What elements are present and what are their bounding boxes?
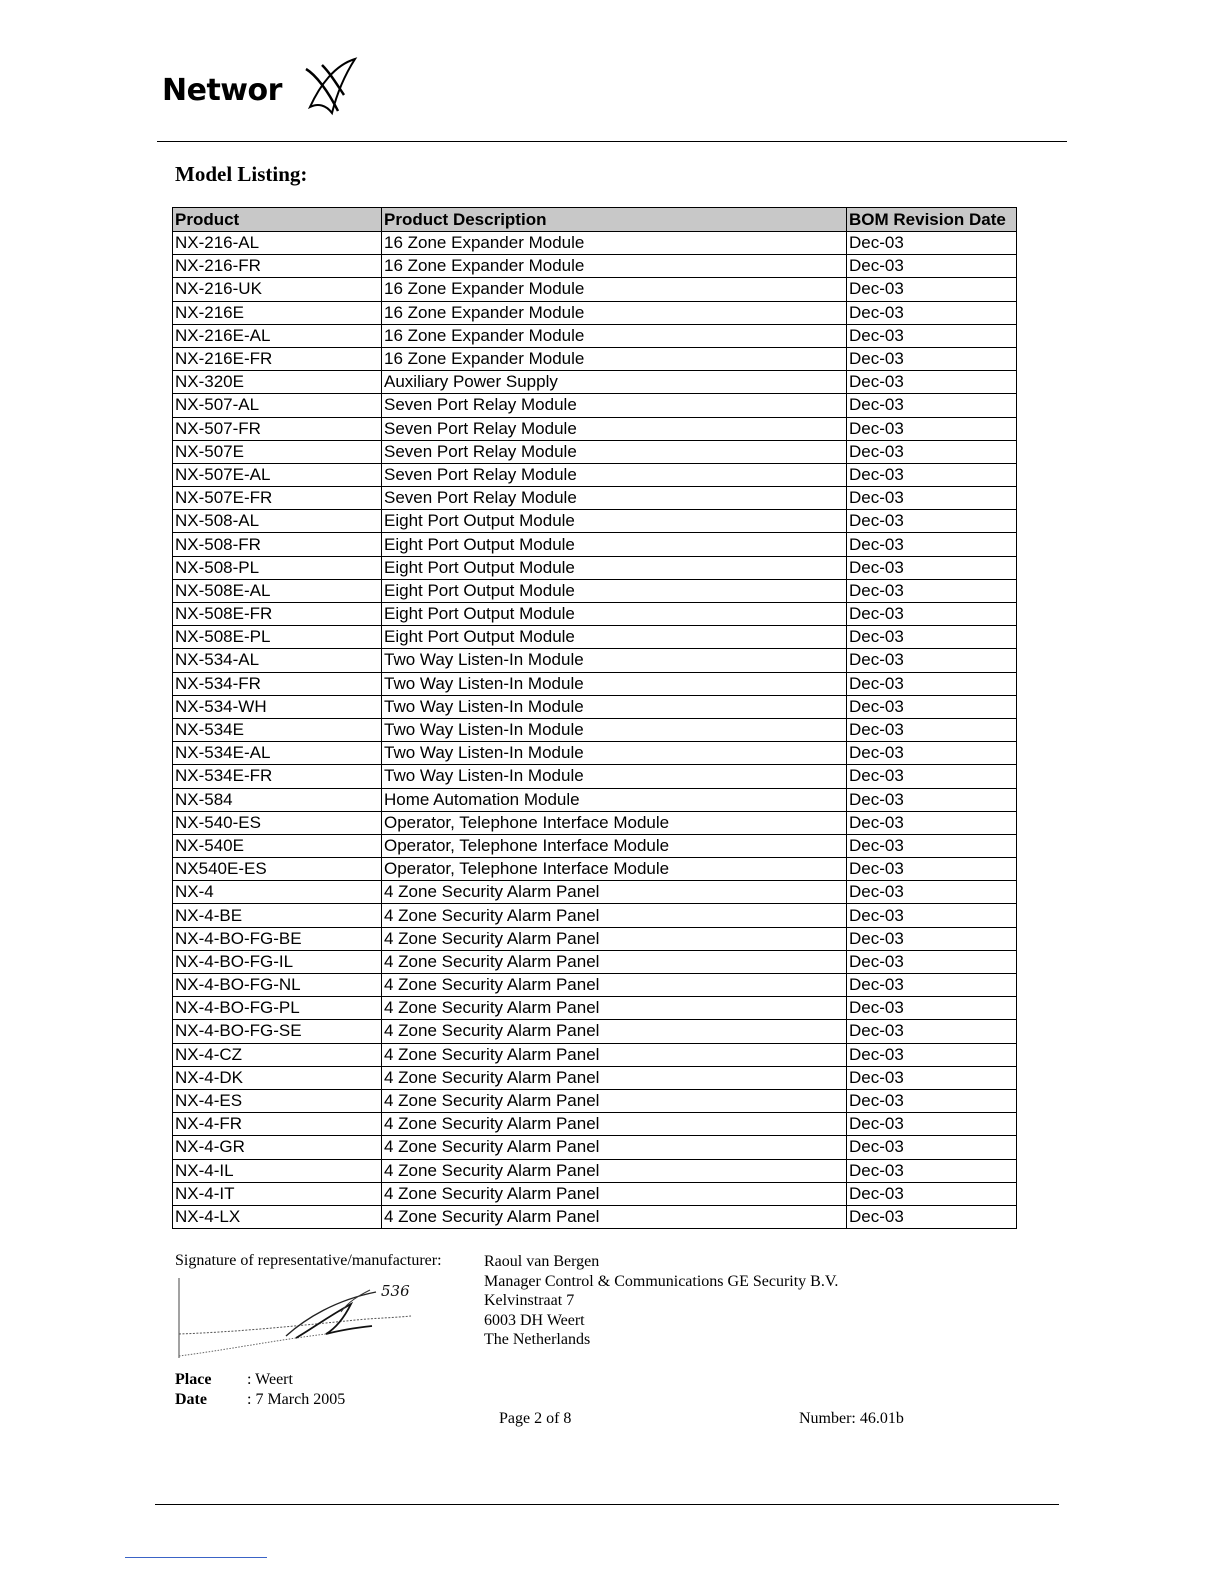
cell-bom-date: Dec-03 [847, 487, 1017, 510]
table-row [173, 718, 1017, 741]
column-header-description: Product Description [382, 208, 847, 232]
table-row [173, 371, 1017, 394]
cell-bom-date: Dec-03 [847, 533, 1017, 556]
table-row [173, 904, 1017, 927]
cell-product: NX-508-PL [173, 556, 382, 579]
cell-description: 4 Zone Security Alarm Panel [382, 1020, 847, 1043]
cell-product: NX-540E [173, 834, 382, 857]
table-row [173, 603, 1017, 626]
cell-product: NX-508E-PL [173, 626, 382, 649]
cell-product: NX-4-BO-FG-SE [173, 1020, 382, 1043]
svg-text:Networ: Networ [162, 73, 282, 108]
cell-bom-date: Dec-03 [847, 463, 1017, 486]
cell-bom-date: Dec-03 [847, 834, 1017, 857]
table-row [173, 324, 1017, 347]
table-row [173, 881, 1017, 904]
table-row [173, 1066, 1017, 1089]
cell-description: 4 Zone Security Alarm Panel [382, 1066, 847, 1089]
place-date-block [175, 1370, 345, 1410]
table-row [173, 556, 1017, 579]
cell-description: 16 Zone Expander Module [382, 278, 847, 301]
place-line [175, 1370, 345, 1390]
date-label: Date [175, 1391, 207, 1408]
table-row [173, 487, 1017, 510]
signatory-title: Manager Control & Communications GE Security B.V. [484, 1272, 839, 1290]
table-row [173, 950, 1017, 973]
table-row [173, 742, 1017, 765]
cell-product: NX-4-LX [173, 1205, 382, 1228]
column-header-product: Product [173, 208, 382, 232]
cell-bom-date: Dec-03 [847, 1136, 1017, 1159]
cell-bom-date: Dec-03 [847, 1043, 1017, 1066]
date-value: : 7 March 2005 [247, 1391, 346, 1408]
cell-bom-date: Dec-03 [847, 556, 1017, 579]
cell-description: Eight Port Output Module [382, 626, 847, 649]
cell-description: 4 Zone Security Alarm Panel [382, 974, 847, 997]
cell-bom-date: Dec-03 [847, 394, 1017, 417]
cell-description: Eight Port Output Module [382, 533, 847, 556]
cell-description: Operator, Telephone Interface Module [382, 834, 847, 857]
table-row [173, 1159, 1017, 1182]
table-row [173, 834, 1017, 857]
table-row [173, 417, 1017, 440]
cell-bom-date: Dec-03 [847, 765, 1017, 788]
cell-description: 16 Zone Expander Module [382, 255, 847, 278]
table-row [173, 765, 1017, 788]
cell-bom-date: Dec-03 [847, 603, 1017, 626]
address-street: Kelvinstraat 7 [484, 1292, 575, 1310]
cell-product: NX-534E-FR [173, 765, 382, 788]
cell-description: 4 Zone Security Alarm Panel [382, 950, 847, 973]
column-header-bom-date: BOM Revision Date [847, 208, 1017, 232]
cell-product: NX-534E-AL [173, 742, 382, 765]
cell-product: NX-4-IT [173, 1182, 382, 1205]
table-row [173, 1182, 1017, 1205]
table-header-row [173, 208, 1017, 232]
cell-bom-date: Dec-03 [847, 695, 1017, 718]
cell-product: NX-584 [173, 788, 382, 811]
signatory-name: Raoul van Bergen [484, 1253, 600, 1270]
cell-bom-date: Dec-03 [847, 579, 1017, 602]
table-row [173, 255, 1017, 278]
cell-product: NX-4-DK [173, 1066, 382, 1089]
cell-product: NX-508-AL [173, 510, 382, 533]
footer-rule [155, 1504, 1059, 1505]
table-row [173, 927, 1017, 950]
place-value: : Weert [247, 1371, 293, 1388]
cell-description: Seven Port Relay Module [382, 440, 847, 463]
place-label: Place [175, 1371, 212, 1388]
document-number: Number: 46.01b [799, 1410, 904, 1427]
table-row [173, 672, 1017, 695]
cell-bom-date: Dec-03 [847, 1182, 1017, 1205]
cell-bom-date: Dec-03 [847, 440, 1017, 463]
table-row [173, 1136, 1017, 1159]
cell-bom-date: Dec-03 [847, 626, 1017, 649]
table-row [173, 997, 1017, 1020]
cell-description: Home Automation Module [382, 788, 847, 811]
table-row [173, 858, 1017, 881]
table-row [173, 788, 1017, 811]
cell-product: NX-534E [173, 718, 382, 741]
networx-logo [160, 55, 365, 117]
cell-bom-date: Dec-03 [847, 1205, 1017, 1228]
table-row [173, 301, 1017, 324]
cell-bom-date: Dec-03 [847, 324, 1017, 347]
table-row [173, 278, 1017, 301]
cell-bom-date: Dec-03 [847, 417, 1017, 440]
cell-bom-date: Dec-03 [847, 347, 1017, 370]
cell-description: 4 Zone Security Alarm Panel [382, 1089, 847, 1112]
cell-product: NX-4-FR [173, 1113, 382, 1136]
cell-product: NX-216E-AL [173, 324, 382, 347]
cell-description: 16 Zone Expander Module [382, 301, 847, 324]
cell-bom-date: Dec-03 [847, 718, 1017, 741]
cell-bom-date: Dec-03 [847, 371, 1017, 394]
cell-bom-date: Dec-03 [847, 950, 1017, 973]
cell-description: Two Way Listen-In Module [382, 695, 847, 718]
cell-bom-date: Dec-03 [847, 927, 1017, 950]
cell-bom-date: Dec-03 [847, 278, 1017, 301]
cell-product: NX-4-BO-FG-NL [173, 974, 382, 997]
table-row [173, 1113, 1017, 1136]
cell-product: NX-4-IL [173, 1159, 382, 1182]
cell-product: NX-4-ES [173, 1089, 382, 1112]
cell-product: NX-216-UK [173, 278, 382, 301]
cell-description: 4 Zone Security Alarm Panel [382, 1113, 847, 1136]
table-row [173, 510, 1017, 533]
cell-product: NX-534-FR [173, 672, 382, 695]
cell-description: 16 Zone Expander Module [382, 232, 847, 255]
date-line [175, 1390, 345, 1410]
cell-bom-date: Dec-03 [847, 858, 1017, 881]
cell-description: Auxiliary Power Supply [382, 371, 847, 394]
address-country: The Netherlands [484, 1331, 591, 1349]
table-row [173, 232, 1017, 255]
cell-description: Two Way Listen-In Module [382, 765, 847, 788]
footer-link-underline [125, 1557, 267, 1558]
cell-product: NX-4 [173, 881, 382, 904]
cell-product: NX-4-BE [173, 904, 382, 927]
signatory-address [484, 1252, 838, 1350]
cell-product: NX-216E-FR [173, 347, 382, 370]
cell-product: NX-508E-FR [173, 603, 382, 626]
cell-product: NX-216-FR [173, 255, 382, 278]
cell-description: 4 Zone Security Alarm Panel [382, 997, 847, 1020]
cell-description: 4 Zone Security Alarm Panel [382, 1136, 847, 1159]
cell-description: Seven Port Relay Module [382, 394, 847, 417]
cell-product: NX-4-CZ [173, 1043, 382, 1066]
cell-product: NX-534-WH [173, 695, 382, 718]
cell-description: Operator, Telephone Interface Module [382, 811, 847, 834]
cell-product: NX-507E-AL [173, 463, 382, 486]
cell-product: NX-507-FR [173, 417, 382, 440]
signature-label: Signature of representative/manufacturer: [175, 1252, 442, 1269]
cell-description: Two Way Listen-In Module [382, 649, 847, 672]
cell-description: Two Way Listen-In Module [382, 742, 847, 765]
page-number: Page 2 of 8 [499, 1410, 572, 1427]
cell-description: 4 Zone Security Alarm Panel [382, 1043, 847, 1066]
cell-product: NX-216-AL [173, 232, 382, 255]
table-row [173, 533, 1017, 556]
cell-bom-date: Dec-03 [847, 1159, 1017, 1182]
cell-bom-date: Dec-03 [847, 232, 1017, 255]
signature-image [176, 1274, 416, 1364]
cell-bom-date: Dec-03 [847, 811, 1017, 834]
cell-product: NX-534-AL [173, 649, 382, 672]
cell-bom-date: Dec-03 [847, 1066, 1017, 1089]
cell-description: Two Way Listen-In Module [382, 718, 847, 741]
cell-product: NX-4-BO-FG-BE [173, 927, 382, 950]
table-row [173, 1205, 1017, 1228]
cell-description: 4 Zone Security Alarm Panel [382, 1182, 847, 1205]
cell-description: Eight Port Output Module [382, 556, 847, 579]
table-row [173, 649, 1017, 672]
cell-product: NX-4-BO-FG-PL [173, 997, 382, 1020]
svg-text:536: 536 [381, 1282, 410, 1300]
cell-description: 4 Zone Security Alarm Panel [382, 927, 847, 950]
table-row [173, 579, 1017, 602]
cell-description: 16 Zone Expander Module [382, 347, 847, 370]
cell-product: NX-508E-AL [173, 579, 382, 602]
cell-description: Seven Port Relay Module [382, 417, 847, 440]
cell-bom-date: Dec-03 [847, 881, 1017, 904]
table-row [173, 811, 1017, 834]
section-title: Model Listing: [175, 162, 308, 186]
cell-product: NX-507E [173, 440, 382, 463]
model-listing-table [172, 207, 1017, 1229]
cell-product: NX-320E [173, 371, 382, 394]
table-row [173, 347, 1017, 370]
table-row [173, 626, 1017, 649]
cell-product: NX-507-AL [173, 394, 382, 417]
cell-bom-date: Dec-03 [847, 997, 1017, 1020]
cell-product: NX-216E [173, 301, 382, 324]
cell-description: 4 Zone Security Alarm Panel [382, 881, 847, 904]
table-row [173, 695, 1017, 718]
cell-bom-date: Dec-03 [847, 1113, 1017, 1136]
cell-description: Eight Port Output Module [382, 510, 847, 533]
cell-description: 4 Zone Security Alarm Panel [382, 904, 847, 927]
header-rule [157, 141, 1067, 142]
cell-product: NX-508-FR [173, 533, 382, 556]
cell-bom-date: Dec-03 [847, 742, 1017, 765]
cell-bom-date: Dec-03 [847, 1089, 1017, 1112]
cell-product: NX-507E-FR [173, 487, 382, 510]
cell-description: Two Way Listen-In Module [382, 672, 847, 695]
cell-product: NX-4-BO-FG-IL [173, 950, 382, 973]
address-city: 6003 DH Weert [484, 1311, 585, 1329]
cell-description: Eight Port Output Module [382, 579, 847, 602]
table-row [173, 394, 1017, 417]
cell-bom-date: Dec-03 [847, 904, 1017, 927]
cell-bom-date: Dec-03 [847, 301, 1017, 324]
cell-bom-date: Dec-03 [847, 1020, 1017, 1043]
cell-product: NX-540-ES [173, 811, 382, 834]
cell-bom-date: Dec-03 [847, 974, 1017, 997]
table-row [173, 1089, 1017, 1112]
table-row [173, 463, 1017, 486]
table-row [173, 974, 1017, 997]
cell-product: NX540E-ES [173, 858, 382, 881]
cell-bom-date: Dec-03 [847, 649, 1017, 672]
table-row [173, 1043, 1017, 1066]
cell-description: Seven Port Relay Module [382, 487, 847, 510]
cell-product: NX-4-GR [173, 1136, 382, 1159]
cell-bom-date: Dec-03 [847, 788, 1017, 811]
table-row [173, 1020, 1017, 1043]
cell-description: Operator, Telephone Interface Module [382, 858, 847, 881]
cell-description: Eight Port Output Module [382, 603, 847, 626]
cell-description: Seven Port Relay Module [382, 463, 847, 486]
cell-bom-date: Dec-03 [847, 255, 1017, 278]
cell-bom-date: Dec-03 [847, 672, 1017, 695]
cell-description: 4 Zone Security Alarm Panel [382, 1159, 847, 1182]
cell-description: 16 Zone Expander Module [382, 324, 847, 347]
cell-bom-date: Dec-03 [847, 510, 1017, 533]
cell-description: 4 Zone Security Alarm Panel [382, 1205, 847, 1228]
table-row [173, 440, 1017, 463]
